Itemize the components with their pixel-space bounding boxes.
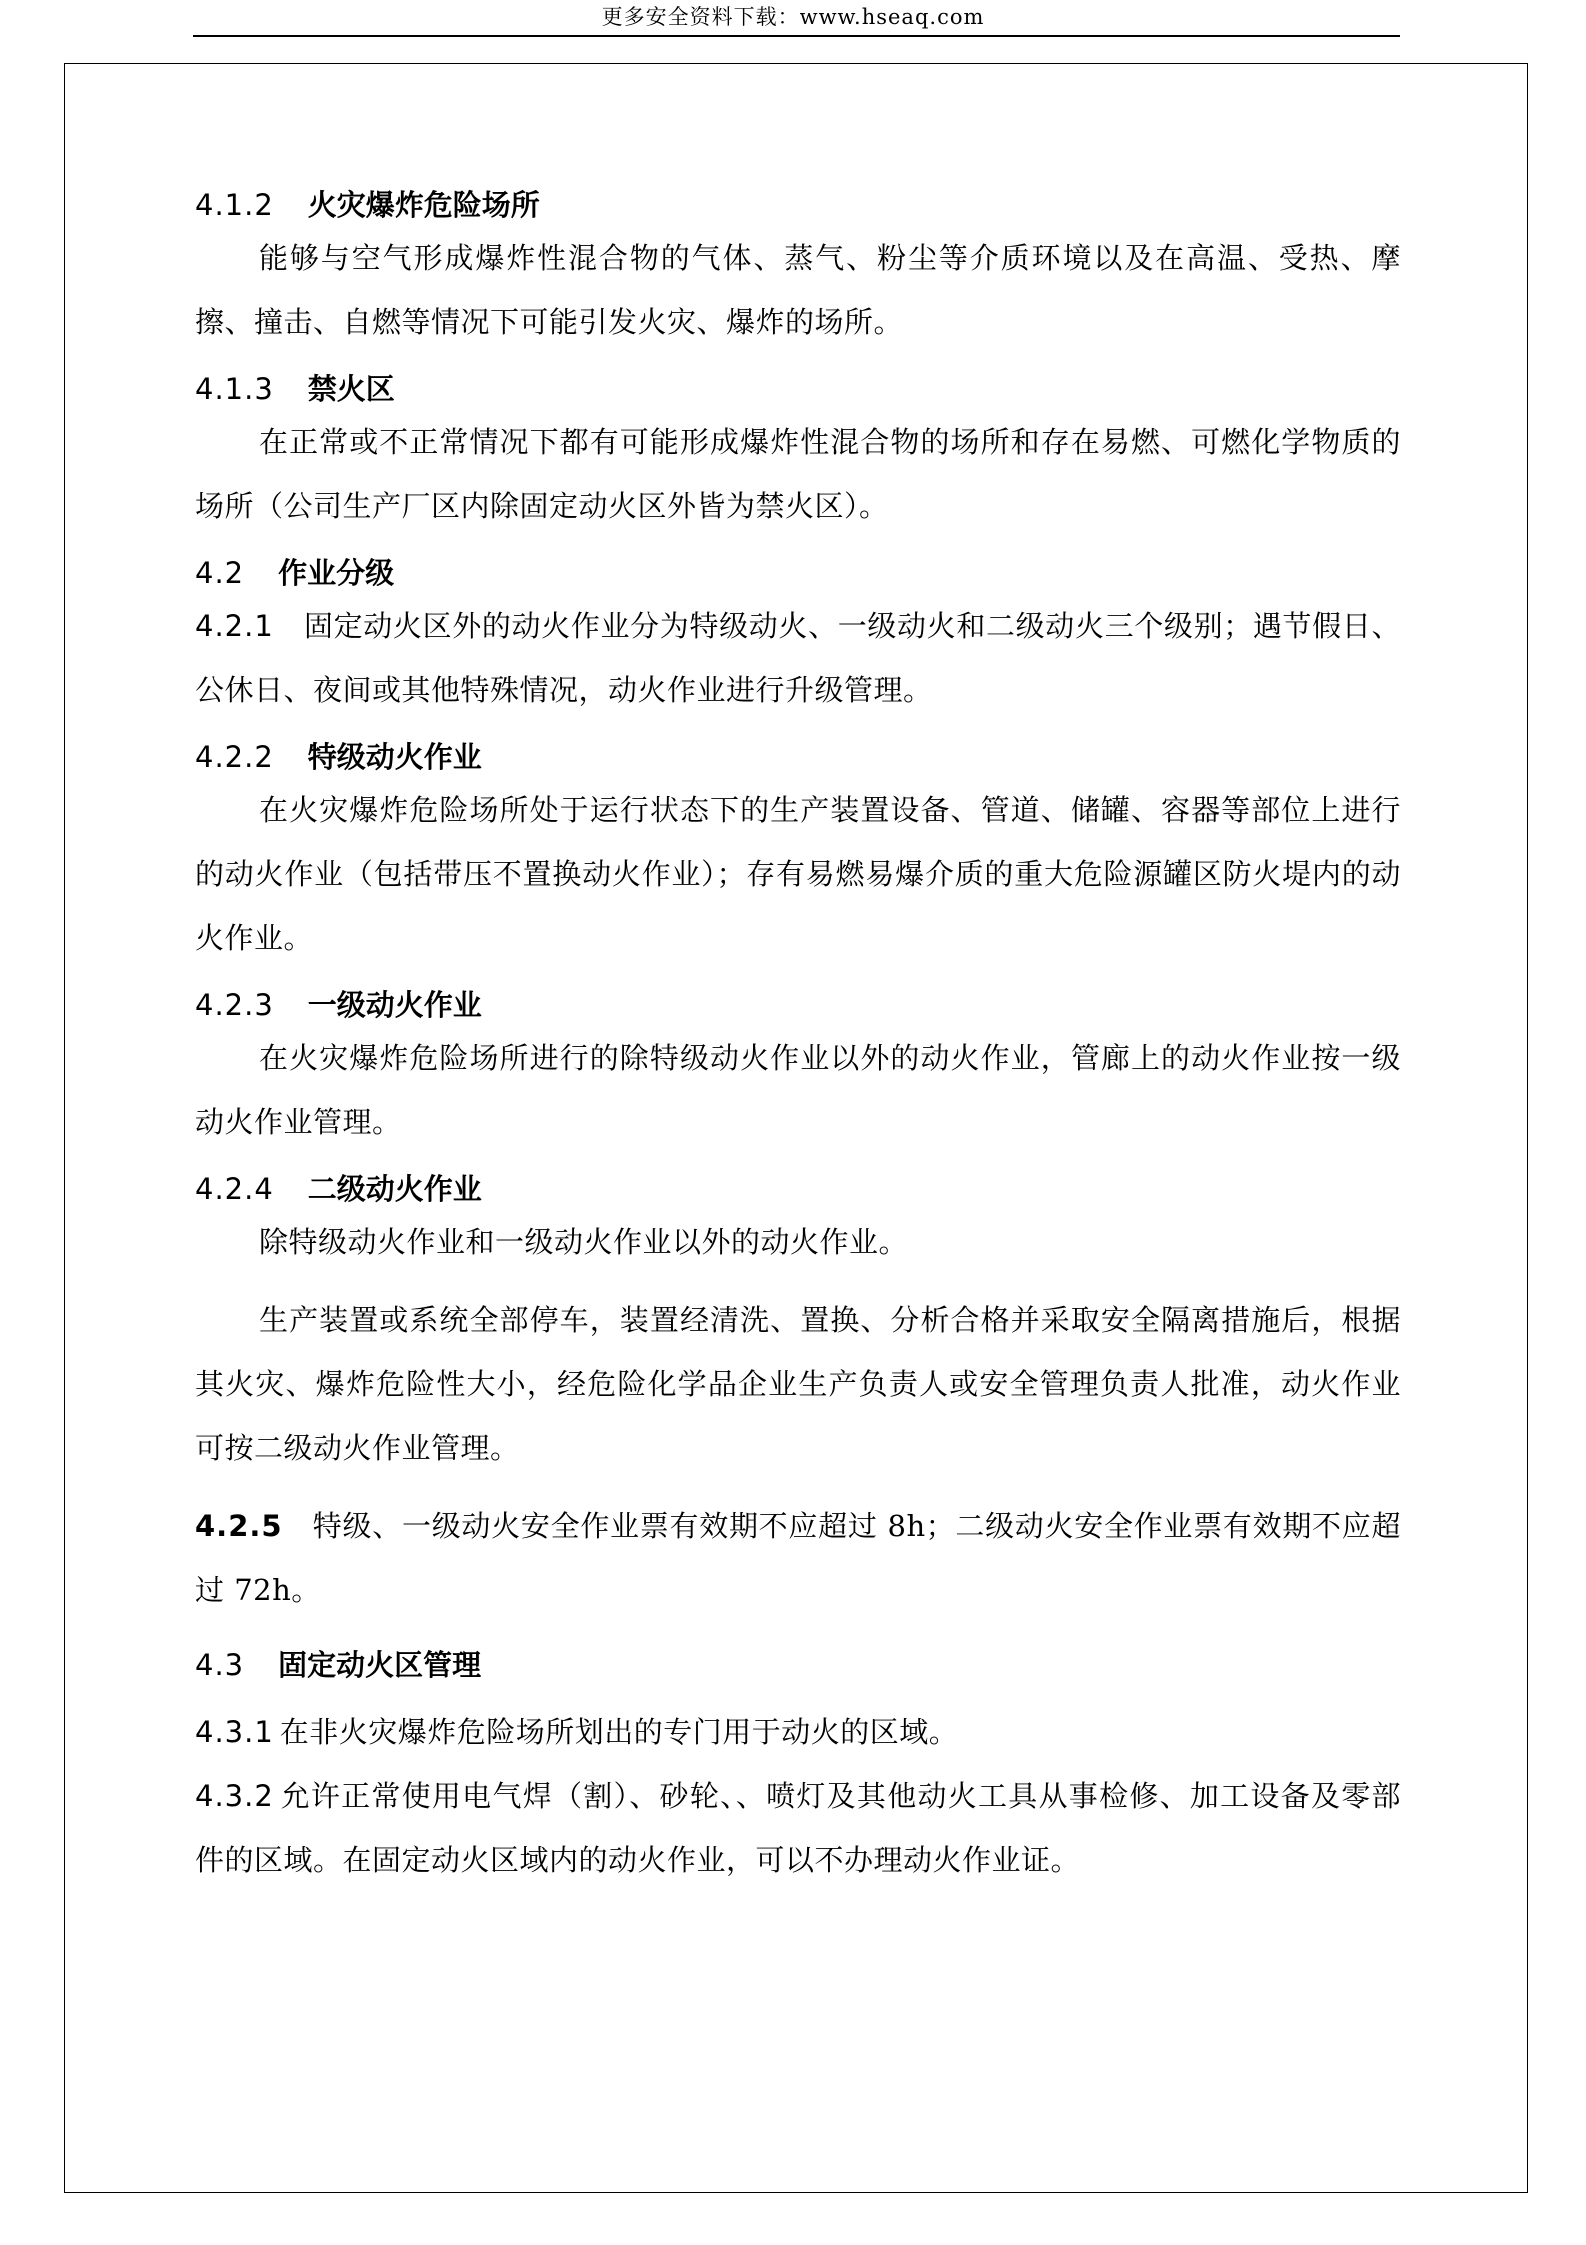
heading-4-2-3	[195, 984, 1401, 1026]
page-header	[0, 0, 1586, 38]
heading-number: 4.3	[195, 1648, 245, 1682]
paragraph-4-3-1	[195, 1700, 1401, 1764]
heading-4-1-2	[195, 184, 1401, 226]
heading-title: 火灾爆炸危险场所	[307, 188, 540, 222]
paragraph-4-2-5	[195, 1494, 1401, 1622]
paragraph-4-2-1	[195, 594, 1401, 722]
header-rule	[193, 35, 1400, 37]
heading-title: 特级动火作业	[307, 740, 482, 774]
heading-number: 4.2.4	[195, 1172, 274, 1206]
paragraph-4-3-2	[195, 1764, 1401, 1892]
header-download-text: 更多安全资料下载：www.hseaq.com	[601, 5, 985, 29]
heading-4-2-2	[195, 736, 1401, 778]
heading-4-2	[195, 552, 1401, 594]
heading-number: 4.2.2	[195, 740, 274, 774]
heading-title: 一级动火作业	[307, 988, 482, 1022]
clause-text: 允许正常使用电气焊（割）、砂轮、、喷灯及其他动火工具从事检修、加工设备及零部件的区域。在固定动火区域内的动火作业，可以不办理动火作业证。	[195, 1779, 1401, 1877]
clause-number: 4.3.1	[195, 1715, 274, 1749]
heading-4-2-4	[195, 1168, 1401, 1210]
paragraph-4-2-3: 在火灾爆炸危险场所进行的除特级动火作业以外的动火作业，管廊上的动火作业按一级动火作业管理。	[195, 1041, 1401, 1139]
clause-number: 4.2.5	[195, 1509, 283, 1543]
heading-title: 作业分级	[278, 556, 395, 590]
heading-title: 禁火区	[307, 372, 395, 406]
heading-title: 固定动火区管理	[278, 1648, 482, 1682]
document-body	[195, 184, 1401, 1892]
heading-number: 4.2	[195, 556, 245, 590]
clause-text: 固定动火区外的动火作业分为特级动火、一级动火和二级动火三个级别；遇节假日、公休日、夜间或其他特殊情况，动火作业进行升级管理。	[195, 609, 1401, 707]
heading-number: 4.2.3	[195, 988, 274, 1022]
paragraph-4-2-2: 在火灾爆炸危险场所处于运行状态下的生产装置设备、管道、储罐、容器等部位上进行的动火作业（包括带压不置换动火作业）；存有易燃易爆介质的重大危险源罐区防火堤内的动火作业。	[195, 793, 1401, 955]
paragraph-4-1-3: 在正常或不正常情况下都有可能形成爆炸性混合物的场所和存在易燃、可燃化学物质的场所（公司生产厂区内除固定动火区外皆为禁火区）。	[195, 425, 1401, 523]
clause-text: 特级、一级动火安全作业票有效期不应超过 8h；二级动火安全作业票有效期不应超过 72h。	[195, 1509, 1401, 1607]
clause-number: 4.3.2	[195, 1779, 274, 1813]
heading-4-3	[195, 1644, 1401, 1686]
paragraph-4-2-4-b: 生产装置或系统全部停车，装置经清洗、置换、分析合格并采取安全隔离措施后，根据其火灾、爆炸危险性大小，经危险化学品企业生产负责人或安全管理负责人批准，动火作业可按二级动火作业管理。	[195, 1303, 1401, 1465]
clause-text: 在非火灾爆炸危险场所划出的专门用于动火的区域。	[279, 1715, 959, 1749]
heading-title: 二级动火作业	[307, 1172, 482, 1206]
paragraph-4-2-4-a: 除特级动火作业和一级动火作业以外的动火作业。	[259, 1225, 909, 1259]
paragraph-4-1-2: 能够与空气形成爆炸性混合物的气体、蒸气、粉尘等介质环境以及在高温、受热、摩擦、撞击、自燃等情况下可能引发火灾、爆炸的场所。	[195, 241, 1401, 339]
clause-number: 4.2.1	[195, 609, 274, 643]
heading-number: 4.1.2	[195, 188, 274, 222]
heading-number: 4.1.3	[195, 372, 274, 406]
heading-4-1-3	[195, 368, 1401, 410]
